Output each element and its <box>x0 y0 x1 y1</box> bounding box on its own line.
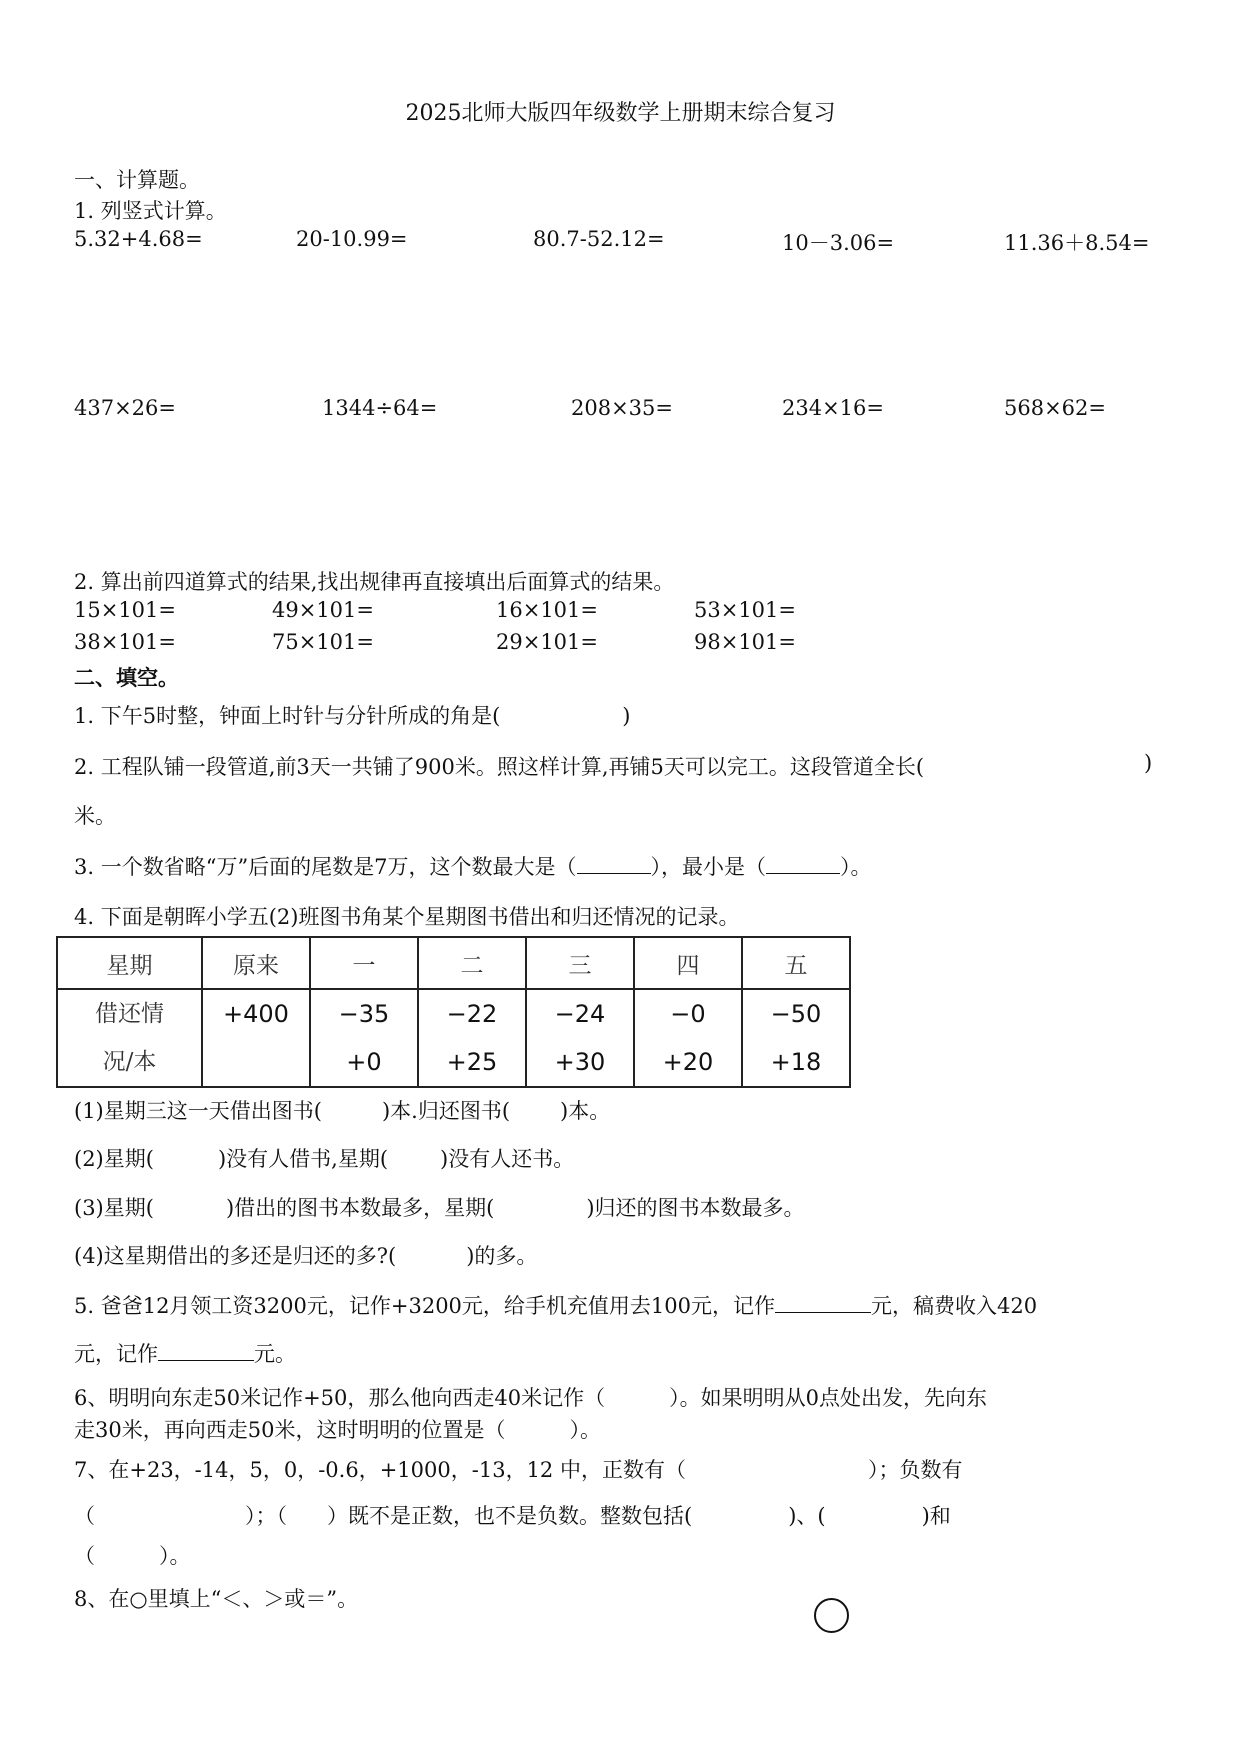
fill-q7-text-f: )、( <box>788 1504 826 1528</box>
fill-q7-text-e: ）既不是正数，也不是负数。整数包括( <box>327 1504 693 1528</box>
calc-2-3: 208×35= <box>571 396 673 420</box>
original-value: +400 <box>223 1000 289 1028</box>
calc-2-2: 1344÷64= <box>322 396 438 420</box>
sub-q2-text-b: )没有人借书,星期( <box>217 1147 389 1171</box>
fill-q8-label: 8、在○里填上“＜、＞或＝”。 <box>74 1587 359 1611</box>
sub-q2-text-a: (2)星期( <box>74 1147 154 1171</box>
fill-q5-text-d: 元。 <box>254 1342 296 1366</box>
table-cell-fri <box>742 989 850 1087</box>
q2-label: 2. 算出前四道算式的结果,找出规律再直接填出后面算式的结果。 <box>74 570 675 594</box>
calc-1-2: 20-10.99= <box>296 227 408 251</box>
table-header-cell: 星期 <box>57 937 202 989</box>
borrowed-value: −0 <box>670 1000 706 1028</box>
fill-q7-text-h: （ <box>74 1544 95 1568</box>
calc-1-1: 5.32+4.68= <box>74 227 203 251</box>
sub-q3 <box>74 1192 805 1222</box>
table-header-cell: 原来 <box>202 937 310 989</box>
compare-circle[interactable] <box>814 1598 849 1633</box>
pattern-2-2: 75×101= <box>272 630 374 654</box>
table-cell-wed <box>526 989 634 1087</box>
fill-q6-line1 <box>74 1382 987 1412</box>
calc-2-5: 568×62= <box>1004 396 1106 420</box>
pattern-1-4: 53×101= <box>694 598 796 622</box>
fill-q7-text-b: ）；负数有 <box>867 1458 963 1482</box>
calc-1-5: 11.36＋8.54= <box>1004 231 1150 255</box>
sub-q4-text-b: )的多。 <box>466 1244 538 1268</box>
q1-label: 1. 列竖式计算。 <box>74 199 227 223</box>
fill-q3-text-c: ）。 <box>840 855 872 879</box>
fill-q6-text-c: 走30米，再向西走50米，这时明明的位置是（ <box>74 1418 506 1442</box>
returned-value: +18 <box>770 1048 822 1076</box>
row-label-line-2: 况/本 <box>102 1049 157 1075</box>
fill-q5-text-b: 元，稿费收入420 <box>871 1294 1038 1318</box>
fill-q3-text-a: 3. 一个数省略“万”后面的尾数是7万，这个数最大是（ <box>74 855 577 879</box>
sub-q3-text-b: )借出的图书本数最多，星期( <box>225 1196 495 1220</box>
fill-q3-blank-1[interactable] <box>577 852 651 874</box>
page-title: 2025北师大版四年级数学上册期末综合复习 <box>405 101 836 126</box>
fill-q7-text-i: ）。 <box>159 1544 191 1568</box>
fill-q7-line3 <box>74 1540 191 1570</box>
sub-q1-text-b: )本.归还图书( <box>381 1099 511 1123</box>
section2-heading: 二、填空。 <box>74 665 179 690</box>
fill-q5-text-a: 5. 爸爸12月领工资3200元，记作+3200元，给手机充值用去100元，记作 <box>74 1294 775 1318</box>
table-header-cell: 四 <box>634 937 742 989</box>
table-header-cell: 五 <box>742 937 850 989</box>
fill-q1-text-a: 1. 下午5时整，钟面上时针与分针所成的角是( <box>74 704 501 728</box>
fill-q5-line1 <box>74 1290 1037 1320</box>
fill-q5-line2 <box>74 1338 296 1368</box>
sub-q3-text-c: )归还的图书本数最多。 <box>586 1196 805 1220</box>
pattern-2-4: 98×101= <box>694 630 796 654</box>
borrowed-value: −22 <box>446 1000 498 1028</box>
fill-q7-text-c: （ <box>74 1504 95 1528</box>
borrowed-value: −24 <box>554 1000 606 1028</box>
borrowed-value: −35 <box>338 1000 390 1028</box>
fill-q3-text-b: ），最小是（ <box>650 855 767 879</box>
fill-q2-line2: 米。 <box>74 804 116 828</box>
pattern-1-1: 15×101= <box>74 598 176 622</box>
fill-q5-blank-2[interactable] <box>158 1339 254 1361</box>
sub-q2 <box>74 1143 574 1173</box>
table-header-cell: 二 <box>418 937 526 989</box>
pattern-1-3: 16×101= <box>496 598 598 622</box>
fill-q7-line2 <box>74 1500 951 1530</box>
fill-q3 <box>74 851 872 881</box>
sub-q2-text-c: )没有人还书。 <box>440 1147 575 1171</box>
fill-q7-text-a: 7、在+23，-14，5，0，-0.6，+1000，-13，12 中，正数有（ <box>74 1458 686 1482</box>
pattern-1-2: 49×101= <box>272 598 374 622</box>
fill-q2-text-a: 2. 工程队铺一段管道,前3天一共铺了900米。照这样计算,再铺5天可以完工。这段管道全长( <box>74 755 925 779</box>
table-cell-mon <box>310 989 418 1087</box>
fill-q5-blank-1[interactable] <box>775 1291 871 1313</box>
fill-q7-text-d: ）；（ <box>245 1504 287 1528</box>
pattern-2-1: 38×101= <box>74 630 176 654</box>
fill-q1 <box>74 700 630 730</box>
returned-value: +20 <box>662 1048 714 1076</box>
fill-q5-text-c: 元，记作 <box>74 1342 158 1366</box>
calc-2-1: 437×26= <box>74 396 176 420</box>
pattern-2-3: 29×101= <box>496 630 598 654</box>
calc-2-4: 234×16= <box>782 396 884 420</box>
fill-q3-blank-2[interactable] <box>766 852 840 874</box>
returned-value: +30 <box>554 1048 606 1076</box>
returned-value: +25 <box>446 1048 498 1076</box>
table-cell-tue <box>418 989 526 1087</box>
section1-heading: 一、计算题。 <box>74 168 200 192</box>
table-cell-thu <box>634 989 742 1087</box>
fill-q6-line2 <box>74 1414 601 1444</box>
table-header-cell: 三 <box>526 937 634 989</box>
fill-q6-text-d: ）。 <box>569 1418 601 1442</box>
table-cell-original <box>202 989 310 1087</box>
sub-q1-text-a: (1)星期三这一天借出图书( <box>74 1099 322 1123</box>
borrowed-value: −50 <box>770 1000 822 1028</box>
fill-q7-line1 <box>74 1454 962 1484</box>
sub-q1-text-c: )本。 <box>560 1099 611 1123</box>
row-label-line-1: 借还情 <box>95 1001 164 1027</box>
fill-q4-label: 4. 下面是朝晖小学五(2)班图书角某个星期图书借出和归还情况的记录。 <box>74 905 740 929</box>
table-row-label <box>57 989 202 1087</box>
sub-q3-text-a: (3)星期( <box>74 1196 154 1220</box>
sub-q1 <box>74 1095 610 1125</box>
table-header-cell: 一 <box>310 937 418 989</box>
calc-1-3: 80.7-52.12= <box>533 227 665 251</box>
fill-q6-text-b: ）。如果明明从0点处出发，先向东 <box>669 1386 987 1410</box>
sub-q4-text-a: (4)这星期借出的多还是归还的多?( <box>74 1244 397 1268</box>
returned-value: +0 <box>346 1048 382 1076</box>
fill-q2-close: ) <box>1144 751 1153 775</box>
fill-q7-text-g: )和 <box>921 1504 951 1528</box>
calc-1-4: 10－3.06= <box>782 231 895 255</box>
fill-q2-line1 <box>74 751 924 781</box>
library-record-table <box>56 936 851 1088</box>
fill-q6-text-a: 6、明明向东走50米记作+50，那么他向西走40米记作（ <box>74 1386 606 1410</box>
sub-q4 <box>74 1240 537 1270</box>
fill-q1-text-b: ) <box>622 704 631 728</box>
